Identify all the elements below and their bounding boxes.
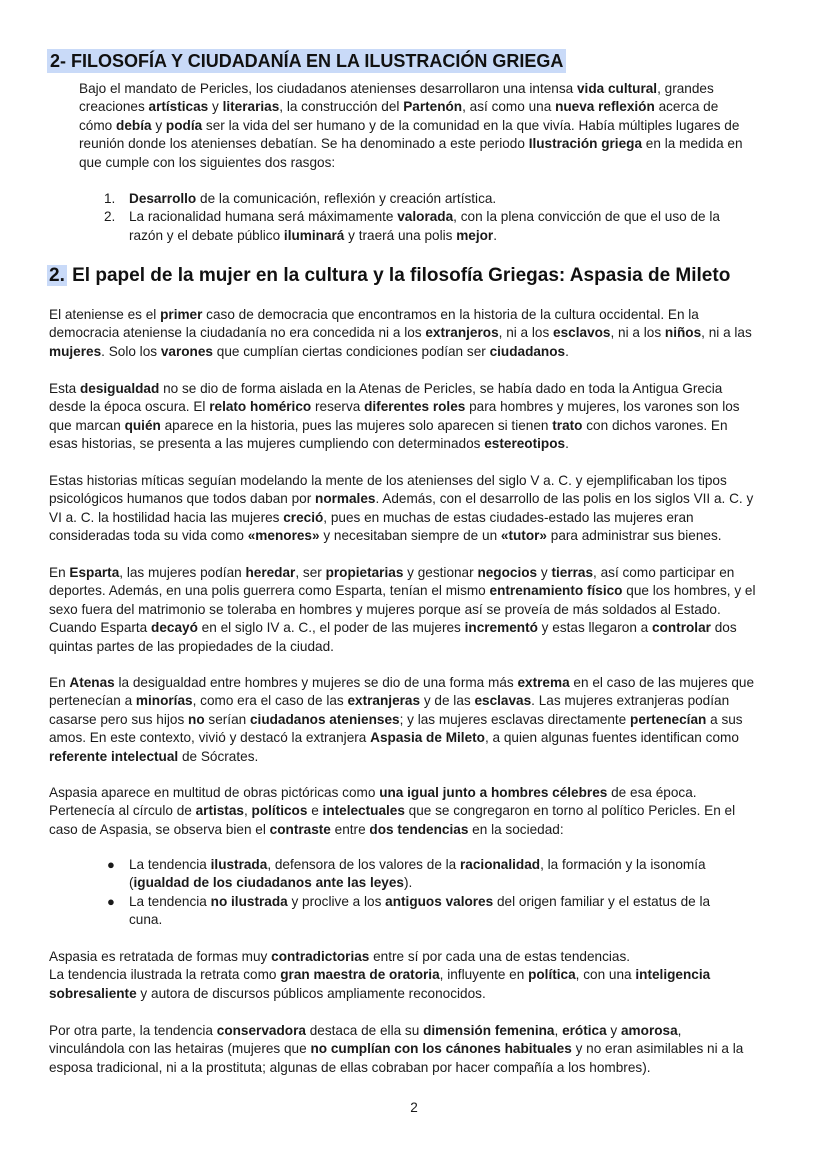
text-run: , influyente en [439,967,529,983]
bold-text: vida cultural [577,81,658,96]
text-run: , ni a los [610,325,665,341]
text-run: y [606,1023,621,1038]
list-item [79,208,739,245]
text-run: , pues en muchas de estas ciudades-estado las mujeres eran consideradas toda su vida como [49,509,694,544]
bold-text: creció [283,509,324,525]
list-item-text [129,857,706,890]
list-item-text [129,191,496,206]
text-run: y [537,565,552,580]
bold-text: propietarias [325,565,404,580]
bold-text: nueva reflexión [555,99,655,115]
text-run: . Las mujeres extranjeras podían casarse pero sus hijos [49,693,730,727]
bold-text: relato homérico [209,399,312,415]
text-run: destaca de ella su [305,1023,424,1038]
text-run: a sus amos. En este contexto, vivió y destacó la extranjera [49,711,743,746]
paragraph-contradictorias [49,948,759,1003]
text-run: en la medida en que cumple con los siguientes dos rasgos: [79,136,743,170]
text-run: , como era el caso de las [192,693,348,709]
bold-text: intelectuales [322,803,405,819]
text-run: y no eran asimilables ni a la esposa tradicional, ni a la prostituta; algunas de ellas cobraban por hacer compañía a los hombres). [49,1041,744,1075]
paragraph-aspasia [49,784,759,839]
text-run: de la comunicación, reflexión y creación artística. [196,191,497,206]
paragraph-historias-miticas [49,472,759,546]
bullet-marker: ● [107,893,115,909]
text-run: La tendencia ilustrada la retrata como [49,967,281,983]
rasgos-numbered-list [79,190,739,245]
text-run: y estas llegaron a [537,620,653,636]
bold-text: artísticas [148,99,209,115]
list-marker: 1. [104,191,116,206]
bold-text: primer [160,307,203,322]
bold-text: no ilustrada [210,893,288,909]
text-run: . [565,343,569,359]
paragraph-atenas [49,674,759,766]
bold-text: inteligencia sobresaliente [49,967,711,1001]
text-run: Aspasia aparece en multitud de obras pictóricas como [49,785,380,800]
text-run: y proclive a los [287,893,386,909]
bold-text: negocios [477,565,538,580]
text-run: caso de democracia que encontramos en la historia de la cultura occidental. En la democracia ateniense la ciudadanía no era concedida ni a los [49,307,699,341]
bold-text: conservadora [216,1023,306,1038]
bold-text: Aspasia de Mileto [370,730,485,746]
bold-text: pertenecían [630,711,707,727]
text-run: reserva [311,399,365,415]
bold-text: tierras [551,565,594,580]
bold-text: incrementó [464,620,538,636]
text-run: , grandes creaciones [79,81,714,115]
bold-text: Partenón [403,99,463,115]
intro-paragraph [79,80,751,172]
bold-text: artistas [195,803,244,819]
text-run: entre sí por cada una de estas tendencias. [369,949,631,964]
text-run: Bajo el mandato de Pericles, los ciudadanos atenienses desarrollaron una intensa [79,81,577,96]
section-title: El papel de la mujer en la cultura y la filosofía Griegas: Aspasia de Mileto [66,265,731,286]
paragraph-conservadora [49,1022,759,1077]
text-run: en el siglo IV a. C., el poder de las mujeres [197,620,465,636]
text-run: acerca de cómo [79,99,719,133]
tendencias-bullet-list [79,856,729,930]
text-run: La racionalidad humana será máximamente [129,209,398,225]
bold-text: controlar [652,620,711,636]
bold-text: debía [116,117,152,133]
text-run: , la formación y la isonomía ( [129,857,706,891]
text-run: , defensora de los valores de la [267,857,461,872]
bold-text: diferentes roles [364,399,466,415]
text-run: y traerá una polis [344,227,457,243]
text-run: , las mujeres podían [119,565,246,580]
text-run: en el caso de las mujeres que pertenecían a [49,675,755,709]
text-run: En [49,565,70,580]
bold-text: Esparta [69,565,120,580]
bold-text: ciudadanos atenienses [249,711,400,727]
text-run: Por otra parte, la tendencia [49,1023,217,1038]
bold-text: decayó [151,620,198,636]
bold-text: extrema [517,675,570,690]
text-run: y [151,117,166,133]
text-run: El ateniense es el [49,307,161,322]
bold-text: racionalidad [460,857,541,872]
text-run: para administrar sus bienes. [546,528,722,544]
bold-text: Atenas [69,675,115,690]
bold-text: dos tendencias [369,821,469,837]
list-item [79,856,729,893]
text-run: y [208,99,223,115]
text-run: no se dio de forma aislada en la Atenas de Pericles, se había dado en toda la Antigua Grecia desde la época oscura. El [49,381,723,415]
text-run: , así como participar en deportes. Además, en una polis guerrera como Esparta, tenían el mismo [49,565,735,599]
bold-text: contraste [269,821,331,837]
bold-text: podía [165,117,203,133]
text-run: y gestionar [403,565,478,580]
text-run: aparece en la historia, pues las mujeres solo aparecen si tienen [160,417,553,433]
bold-text: una igual junto a hombres célebres [379,785,608,800]
text-run: del origen familiar y el estatus de la cuna. [129,893,711,928]
text-run: . Solo los [101,343,161,359]
text-run: entre [330,821,370,837]
text-run: ). [404,875,413,891]
page-number: 2 [410,1100,418,1115]
bold-text: Ilustración griega [528,136,643,152]
bold-text: antiguos valores [385,893,494,909]
text-run: de Sócrates. [178,748,259,764]
bold-text: iluminará [283,227,345,243]
text-run: Estas historias míticas seguían modelando la mente de los atenienses del siglo V a. C. y ejemplificaban los tipos psicológicos humanos que todos daban por [49,473,727,507]
bold-text: mejor [456,227,494,243]
paragraph-esparta [49,564,759,656]
list-marker: 2. [104,209,116,225]
text-run: , ser [295,565,326,580]
bold-text: «tutor» [500,528,547,544]
bold-text: esclavas [474,693,532,709]
bold-text: normales [315,491,376,507]
bold-text: valorada [397,209,454,225]
text-run: con dichos varones. En esas historias, se presenta a las mujeres cumpliendo con determinados [49,417,728,452]
text-run: , así como una [462,99,556,115]
bold-text: literarias [222,99,280,115]
text-run: que cumplían ciertas condiciones podían ser [212,343,490,359]
bold-text: ilustrada [210,857,268,872]
text-run: , con una [575,967,636,983]
text-run: En [49,675,70,690]
text-run: . Además, con el desarrollo de las polis en los siglos VII a. C. y VI a. C. la hostilidad hacia las mujeres [49,491,754,525]
list-item [79,190,739,208]
text-run: y autora de discursos públicos ampliamente reconocidos. [136,985,486,1001]
text-run: y necesitaban siempre de un [319,528,501,544]
text-run: en la sociedad: [468,821,564,837]
text-run: , [554,1023,563,1038]
bold-text: heredar [245,565,296,580]
section-heading-ilustracion: 2- FILOSOFÍA Y CIUDADANÍA EN LA ILUSTRACIÓN GRIEGA [47,49,566,73]
text-run: Aspasia es retratada de formas muy [49,949,272,964]
paragraph-desigualdad [49,380,759,454]
bold-text: «menores» [247,528,320,544]
text-run: la desigualdad entre hombres y mujeres se dio de una forma más [114,675,518,690]
text-run: , ni a las [701,325,752,341]
text-run: ser la vida del ser humano y de la comunidad en la que vivía. Había múltiples lugares de reunión donde los atenienses debatían. Se ha denominado a este periodo [79,117,740,152]
text-run: que se congregaron en torno al político Pericles. En el caso de Aspasia, se observa bien el [49,803,736,837]
text-run: Esta [49,381,80,396]
text-run: , con la plena convicción de que el uso de la razón y el debate público [129,209,720,243]
text-run: ; y las mujeres esclavas directamente [399,711,631,727]
bold-text: amorosa [621,1023,678,1038]
bold-text: estereotipos [484,436,566,452]
bold-text: desigualdad [79,381,160,396]
section-number: 2. [49,265,65,286]
bold-text: dimensión femenina [423,1023,555,1038]
bold-text: no [188,711,205,727]
text-run: para hombres y mujeres, los varones son los que marcan [49,399,740,433]
bold-text: no cumplían con los cánones habituales [310,1041,572,1057]
bold-text: contradictorias [271,949,370,964]
list-item [79,893,729,930]
bold-text: esclavos [553,325,611,341]
bold-text: ciudadanos [489,343,566,359]
bold-text: igualdad de los ciudadanos ante las leyes [133,875,404,891]
bullet-marker: ● [107,857,115,872]
text-run: La tendencia [129,893,211,909]
bold-text: niños [664,325,702,341]
paragraph-democracia [49,306,759,361]
text-run: . [493,227,498,243]
bold-text: gran maestra de oratoria [280,967,440,983]
text-run: , a quien algunas fuentes identifican como [484,730,739,746]
section-heading-mujer [47,264,730,288]
text-run: , [243,803,252,819]
bold-text: minorías [135,693,193,709]
text-run: de esa época. Pertenecía al círculo de [49,785,697,819]
text-run: , vinculándola con las hetairas (mujeres que [49,1023,682,1057]
bold-text: quién [124,417,161,433]
bold-text: referente intelectual [49,748,179,764]
list-item-text [129,894,710,927]
bold-text: erótica [562,1023,607,1038]
text-run: La tendencia [129,857,211,872]
bold-text: varones [160,343,213,359]
bold-text: entrenamiento físico [489,583,623,599]
bold-text: política [528,967,576,983]
text-run: , la construcción del [279,99,404,115]
bold-text: Desarrollo [129,191,197,206]
bold-text: mujeres [49,343,102,359]
bold-text: extranjeros [425,325,499,341]
text-run: y de las [420,693,475,709]
list-item-text [129,209,720,242]
text-run: serían [204,711,250,727]
text-run: que los hombres, y el sexo fuera del matrimonio se toleraba en hombres y mujeres porque así se proveía de más soldados al Estado. Cuando Esparta [49,583,756,636]
text-run: . [565,436,569,452]
text-run: e [307,803,323,819]
bold-text: extranjeras [347,693,421,709]
bold-text: trato [552,417,583,433]
text-run: , ni a los [498,325,554,341]
bold-text: políticos [251,803,308,819]
text-run: dos quintas partes de las propiedades de la ciudad. [49,620,737,654]
